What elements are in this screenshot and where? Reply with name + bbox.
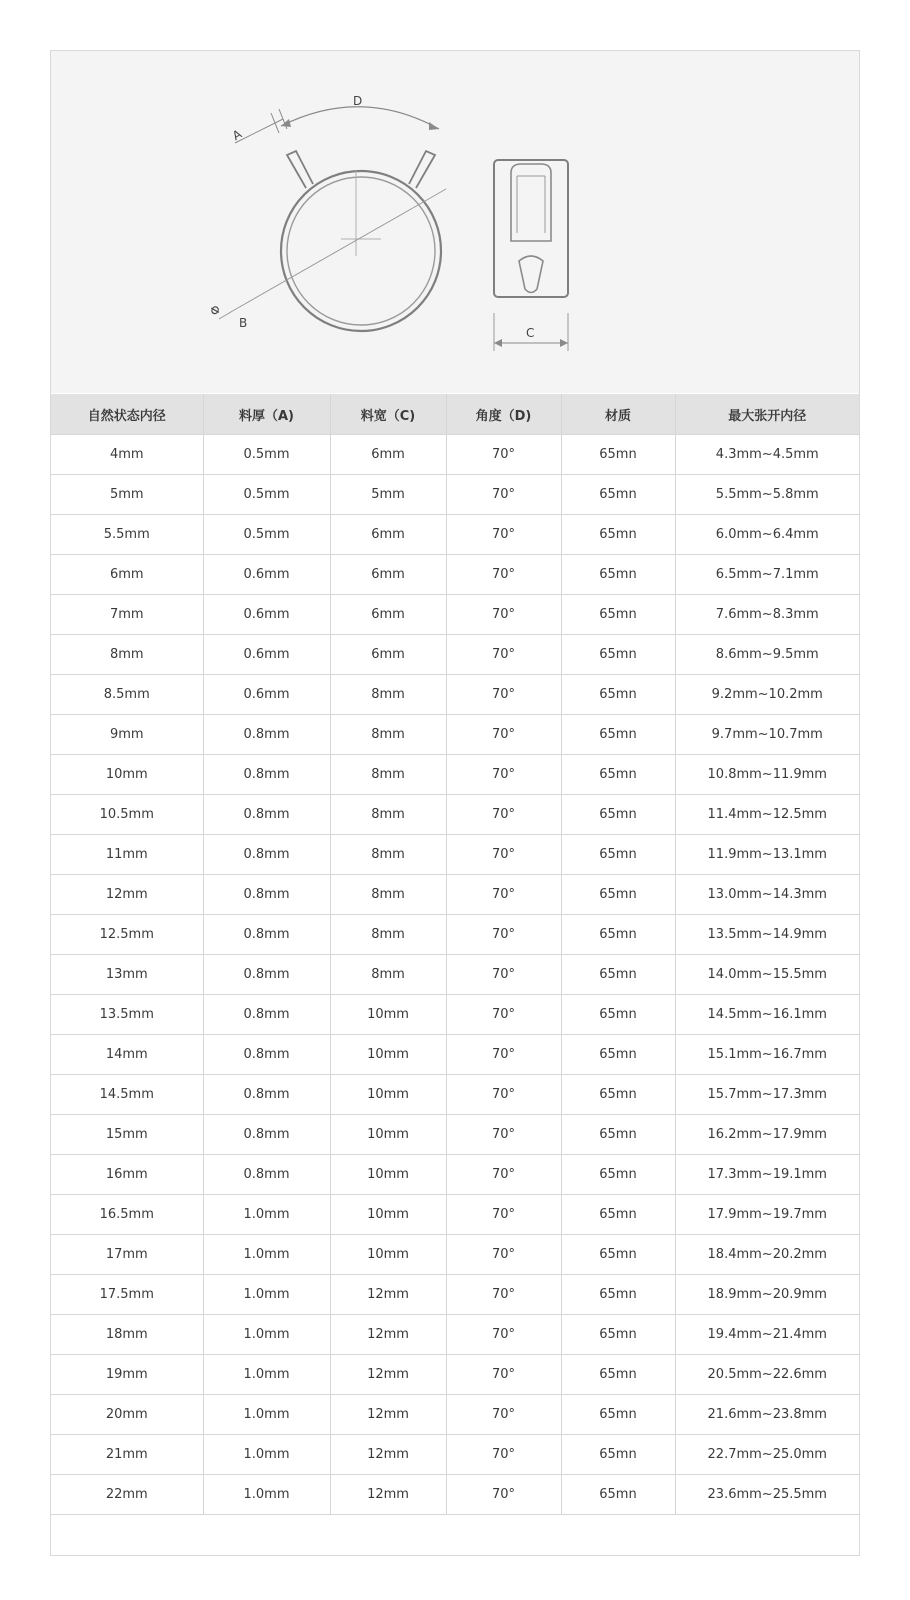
cell-thickness: 0.6mm: [203, 555, 330, 595]
cell-max-open-diameter: 23.6mm~25.5mm: [675, 1475, 859, 1515]
cell-max-open-diameter: 20.5mm~22.6mm: [675, 1355, 859, 1395]
cell-max-open-diameter: 17.3mm~19.1mm: [675, 1155, 859, 1195]
spec-sheet: [50, 50, 860, 1556]
cell-width: 8mm: [330, 795, 446, 835]
header-material: 材质: [561, 394, 675, 435]
cell-max-open-diameter: 21.6mm~23.8mm: [675, 1395, 859, 1435]
cell-thickness: 1.0mm: [203, 1275, 330, 1315]
cell-thickness: 1.0mm: [203, 1475, 330, 1515]
cell-material: 65mn: [561, 795, 675, 835]
cell-max-open-diameter: 9.7mm~10.7mm: [675, 715, 859, 755]
cell-material: 65mn: [561, 1435, 675, 1475]
cell-max-open-diameter: 15.1mm~16.7mm: [675, 1035, 859, 1075]
cell-width: 6mm: [330, 595, 446, 635]
cell-inner-diameter: 9mm: [51, 715, 203, 755]
cell-thickness: 0.8mm: [203, 875, 330, 915]
cell-thickness: 0.8mm: [203, 795, 330, 835]
cell-width: 6mm: [330, 555, 446, 595]
cell-max-open-diameter: 7.6mm~8.3mm: [675, 595, 859, 635]
cell-width: 8mm: [330, 755, 446, 795]
cell-material: 65mn: [561, 955, 675, 995]
cell-inner-diameter: 12mm: [51, 875, 203, 915]
cell-angle: 70°: [446, 795, 561, 835]
cell-width: 8mm: [330, 875, 446, 915]
cell-angle: 70°: [446, 1435, 561, 1475]
table-row: [51, 755, 859, 795]
clamp-ring-outer: [281, 171, 441, 331]
cell-inner-diameter: 21mm: [51, 1435, 203, 1475]
cell-thickness: 0.8mm: [203, 1075, 330, 1115]
cell-angle: 70°: [446, 1475, 561, 1515]
clamp-diagram-panel: [51, 51, 859, 393]
cell-inner-diameter: 8.5mm: [51, 675, 203, 715]
cell-width: 8mm: [330, 955, 446, 995]
cell-thickness: 0.8mm: [203, 1035, 330, 1075]
cell-width: 6mm: [330, 435, 446, 475]
cell-thickness: 0.6mm: [203, 635, 330, 675]
table-row: [51, 1475, 859, 1515]
cell-inner-diameter: 5.5mm: [51, 515, 203, 555]
cell-inner-diameter: 19mm: [51, 1355, 203, 1395]
cell-angle: 70°: [446, 995, 561, 1035]
table-body: [51, 435, 859, 1515]
cell-material: 65mn: [561, 1355, 675, 1395]
cell-thickness: 0.8mm: [203, 915, 330, 955]
cell-width: 6mm: [330, 635, 446, 675]
table-row: [51, 1035, 859, 1075]
cell-inner-diameter: 8mm: [51, 635, 203, 675]
cell-max-open-diameter: 11.9mm~13.1mm: [675, 835, 859, 875]
cell-angle: 70°: [446, 1315, 561, 1355]
cell-inner-diameter: 5mm: [51, 475, 203, 515]
cell-inner-diameter: 14.5mm: [51, 1075, 203, 1115]
table-row: [51, 675, 859, 715]
cell-max-open-diameter: 14.5mm~16.1mm: [675, 995, 859, 1035]
cell-max-open-diameter: 9.2mm~10.2mm: [675, 675, 859, 715]
cell-angle: 70°: [446, 1355, 561, 1395]
cell-inner-diameter: 17mm: [51, 1235, 203, 1275]
cell-width: 10mm: [330, 1075, 446, 1115]
cell-max-open-diameter: 6.0mm~6.4mm: [675, 515, 859, 555]
cell-angle: 70°: [446, 675, 561, 715]
table-row: [51, 475, 859, 515]
cell-material: 65mn: [561, 595, 675, 635]
cell-inner-diameter: 14mm: [51, 1035, 203, 1075]
cell-thickness: 0.8mm: [203, 1115, 330, 1155]
cell-inner-diameter: 10.5mm: [51, 795, 203, 835]
table-row: [51, 1355, 859, 1395]
cell-inner-diameter: 11mm: [51, 835, 203, 875]
cell-max-open-diameter: 19.4mm~21.4mm: [675, 1315, 859, 1355]
cell-angle: 70°: [446, 1275, 561, 1315]
cell-width: 8mm: [330, 835, 446, 875]
cell-max-open-diameter: 13.0mm~14.3mm: [675, 875, 859, 915]
cell-thickness: 1.0mm: [203, 1315, 330, 1355]
cell-material: 65mn: [561, 675, 675, 715]
header-angle: 角度（D): [446, 394, 561, 435]
cell-inner-diameter: 18mm: [51, 1315, 203, 1355]
cell-max-open-diameter: 17.9mm~19.7mm: [675, 1195, 859, 1235]
cell-inner-diameter: 13.5mm: [51, 995, 203, 1035]
cell-thickness: 1.0mm: [203, 1235, 330, 1275]
cell-material: 65mn: [561, 1155, 675, 1195]
cell-inner-diameter: 16.5mm: [51, 1195, 203, 1235]
table-row: [51, 915, 859, 955]
table-row: [51, 1115, 859, 1155]
cell-material: 65mn: [561, 635, 675, 675]
table-row: [51, 515, 859, 555]
cell-thickness: 0.5mm: [203, 515, 330, 555]
cell-inner-diameter: 16mm: [51, 1155, 203, 1195]
cell-angle: 70°: [446, 1075, 561, 1115]
table-row: [51, 435, 859, 475]
cell-inner-diameter: 6mm: [51, 555, 203, 595]
cell-material: 65mn: [561, 1475, 675, 1515]
cell-inner-diameter: 7mm: [51, 595, 203, 635]
diameter-line: [229, 189, 446, 313]
cell-angle: 70°: [446, 715, 561, 755]
cell-thickness: 0.6mm: [203, 595, 330, 635]
table-row: [51, 1235, 859, 1275]
clamp-ear-left: [287, 151, 313, 188]
header-max-open-diameter: 最大张开内径: [675, 394, 859, 435]
table-row: [51, 1395, 859, 1435]
cell-angle: 70°: [446, 635, 561, 675]
cell-angle: 70°: [446, 1035, 561, 1075]
cell-inner-diameter: 22mm: [51, 1475, 203, 1515]
cell-material: 65mn: [561, 1195, 675, 1235]
cell-angle: 70°: [446, 1195, 561, 1235]
cell-thickness: 0.8mm: [203, 715, 330, 755]
table-row: [51, 635, 859, 675]
cell-material: 65mn: [561, 1035, 675, 1075]
angle-d-arc: [281, 107, 439, 129]
cell-thickness: 1.0mm: [203, 1435, 330, 1475]
cell-material: 65mn: [561, 1315, 675, 1355]
table-row: [51, 995, 859, 1035]
cell-angle: 70°: [446, 595, 561, 635]
label-c: C: [526, 326, 535, 340]
cell-thickness: 0.6mm: [203, 675, 330, 715]
cell-max-open-diameter: 22.7mm~25.0mm: [675, 1435, 859, 1475]
clamp-ring-inner: [287, 177, 435, 325]
cell-max-open-diameter: 15.7mm~17.3mm: [675, 1075, 859, 1115]
cell-angle: 70°: [446, 915, 561, 955]
header-thickness: 料厚（A): [203, 394, 330, 435]
cell-inner-diameter: 4mm: [51, 435, 203, 475]
table-row: [51, 555, 859, 595]
cell-material: 65mn: [561, 1275, 675, 1315]
cell-angle: 70°: [446, 435, 561, 475]
cell-max-open-diameter: 11.4mm~12.5mm: [675, 795, 859, 835]
clamp-ear-right: [409, 151, 435, 188]
cell-max-open-diameter: 4.3mm~4.5mm: [675, 435, 859, 475]
cell-angle: 70°: [446, 515, 561, 555]
header-width: 料宽（C): [330, 394, 446, 435]
label-d: D: [353, 94, 363, 108]
cell-width: 12mm: [330, 1435, 446, 1475]
cell-angle: 70°: [446, 875, 561, 915]
cell-max-open-diameter: 18.4mm~20.2mm: [675, 1235, 859, 1275]
cell-max-open-diameter: 5.5mm~5.8mm: [675, 475, 859, 515]
cell-width: 12mm: [330, 1275, 446, 1315]
label-phi: Φ: [206, 302, 224, 318]
cell-max-open-diameter: 10.8mm~11.9mm: [675, 755, 859, 795]
cell-angle: 70°: [446, 555, 561, 595]
cell-thickness: 0.5mm: [203, 435, 330, 475]
table-row: [51, 1435, 859, 1475]
cell-thickness: 1.0mm: [203, 1395, 330, 1435]
cell-material: 65mn: [561, 475, 675, 515]
cell-angle: 70°: [446, 475, 561, 515]
cell-material: 65mn: [561, 875, 675, 915]
table-row: [51, 1315, 859, 1355]
cell-width: 8mm: [330, 675, 446, 715]
cell-thickness: 1.0mm: [203, 1355, 330, 1395]
cell-angle: 70°: [446, 835, 561, 875]
cell-max-open-diameter: 8.6mm~9.5mm: [675, 635, 859, 675]
cell-material: 65mn: [561, 1395, 675, 1435]
cell-max-open-diameter: 16.2mm~17.9mm: [675, 1115, 859, 1155]
cell-material: 65mn: [561, 715, 675, 755]
cell-angle: 70°: [446, 1235, 561, 1275]
table-row: [51, 715, 859, 755]
cell-material: 65mn: [561, 515, 675, 555]
cell-thickness: 0.5mm: [203, 475, 330, 515]
cell-angle: 70°: [446, 955, 561, 995]
table-row: [51, 795, 859, 835]
cell-thickness: 1.0mm: [203, 1195, 330, 1235]
cell-material: 65mn: [561, 1075, 675, 1115]
cell-material: 65mn: [561, 1115, 675, 1155]
table-row: [51, 955, 859, 995]
cell-width: 8mm: [330, 915, 446, 955]
table-row: [51, 595, 859, 635]
label-a: A: [230, 126, 245, 144]
cell-material: 65mn: [561, 1235, 675, 1275]
cell-thickness: 0.8mm: [203, 755, 330, 795]
cell-width: 8mm: [330, 715, 446, 755]
cell-width: 10mm: [330, 1195, 446, 1235]
cell-inner-diameter: 12.5mm: [51, 915, 203, 955]
table-header-row: [51, 394, 859, 435]
clamp-side-body: [494, 160, 568, 297]
cell-thickness: 0.8mm: [203, 955, 330, 995]
cell-width: 10mm: [330, 1155, 446, 1195]
cell-width: 10mm: [330, 1115, 446, 1155]
cell-inner-diameter: 13mm: [51, 955, 203, 995]
cell-material: 65mn: [561, 755, 675, 795]
cell-width: 6mm: [330, 515, 446, 555]
cell-width: 5mm: [330, 475, 446, 515]
cell-material: 65mn: [561, 915, 675, 955]
cell-max-open-diameter: 13.5mm~14.9mm: [675, 915, 859, 955]
spec-table: [51, 394, 859, 1515]
label-b: B: [239, 316, 248, 330]
table-row: [51, 1075, 859, 1115]
cell-width: 10mm: [330, 1235, 446, 1275]
cell-inner-diameter: 17.5mm: [51, 1275, 203, 1315]
cell-thickness: 0.8mm: [203, 835, 330, 875]
cell-inner-diameter: 20mm: [51, 1395, 203, 1435]
cell-thickness: 0.8mm: [203, 1155, 330, 1195]
cell-thickness: 0.8mm: [203, 995, 330, 1035]
cell-max-open-diameter: 18.9mm~20.9mm: [675, 1275, 859, 1315]
cell-inner-diameter: 10mm: [51, 755, 203, 795]
cell-inner-diameter: 15mm: [51, 1115, 203, 1155]
cell-material: 65mn: [561, 555, 675, 595]
cell-width: 12mm: [330, 1355, 446, 1395]
cell-width: 12mm: [330, 1475, 446, 1515]
cell-max-open-diameter: 14.0mm~15.5mm: [675, 955, 859, 995]
clamp-drawing: [51, 51, 859, 393]
cell-width: 10mm: [330, 995, 446, 1035]
cell-angle: 70°: [446, 755, 561, 795]
table-row: [51, 1155, 859, 1195]
cell-material: 65mn: [561, 995, 675, 1035]
cell-width: 12mm: [330, 1395, 446, 1435]
cell-angle: 70°: [446, 1115, 561, 1155]
table-row: [51, 835, 859, 875]
cell-material: 65mn: [561, 435, 675, 475]
cell-width: 12mm: [330, 1315, 446, 1355]
cell-width: 10mm: [330, 1035, 446, 1075]
table-row: [51, 1275, 859, 1315]
cell-angle: 70°: [446, 1395, 561, 1435]
header-inner-diameter: 自然状态内径: [51, 394, 203, 435]
cell-material: 65mn: [561, 835, 675, 875]
table-row: [51, 875, 859, 915]
cell-max-open-diameter: 6.5mm~7.1mm: [675, 555, 859, 595]
cell-angle: 70°: [446, 1155, 561, 1195]
table-row: [51, 1195, 859, 1235]
